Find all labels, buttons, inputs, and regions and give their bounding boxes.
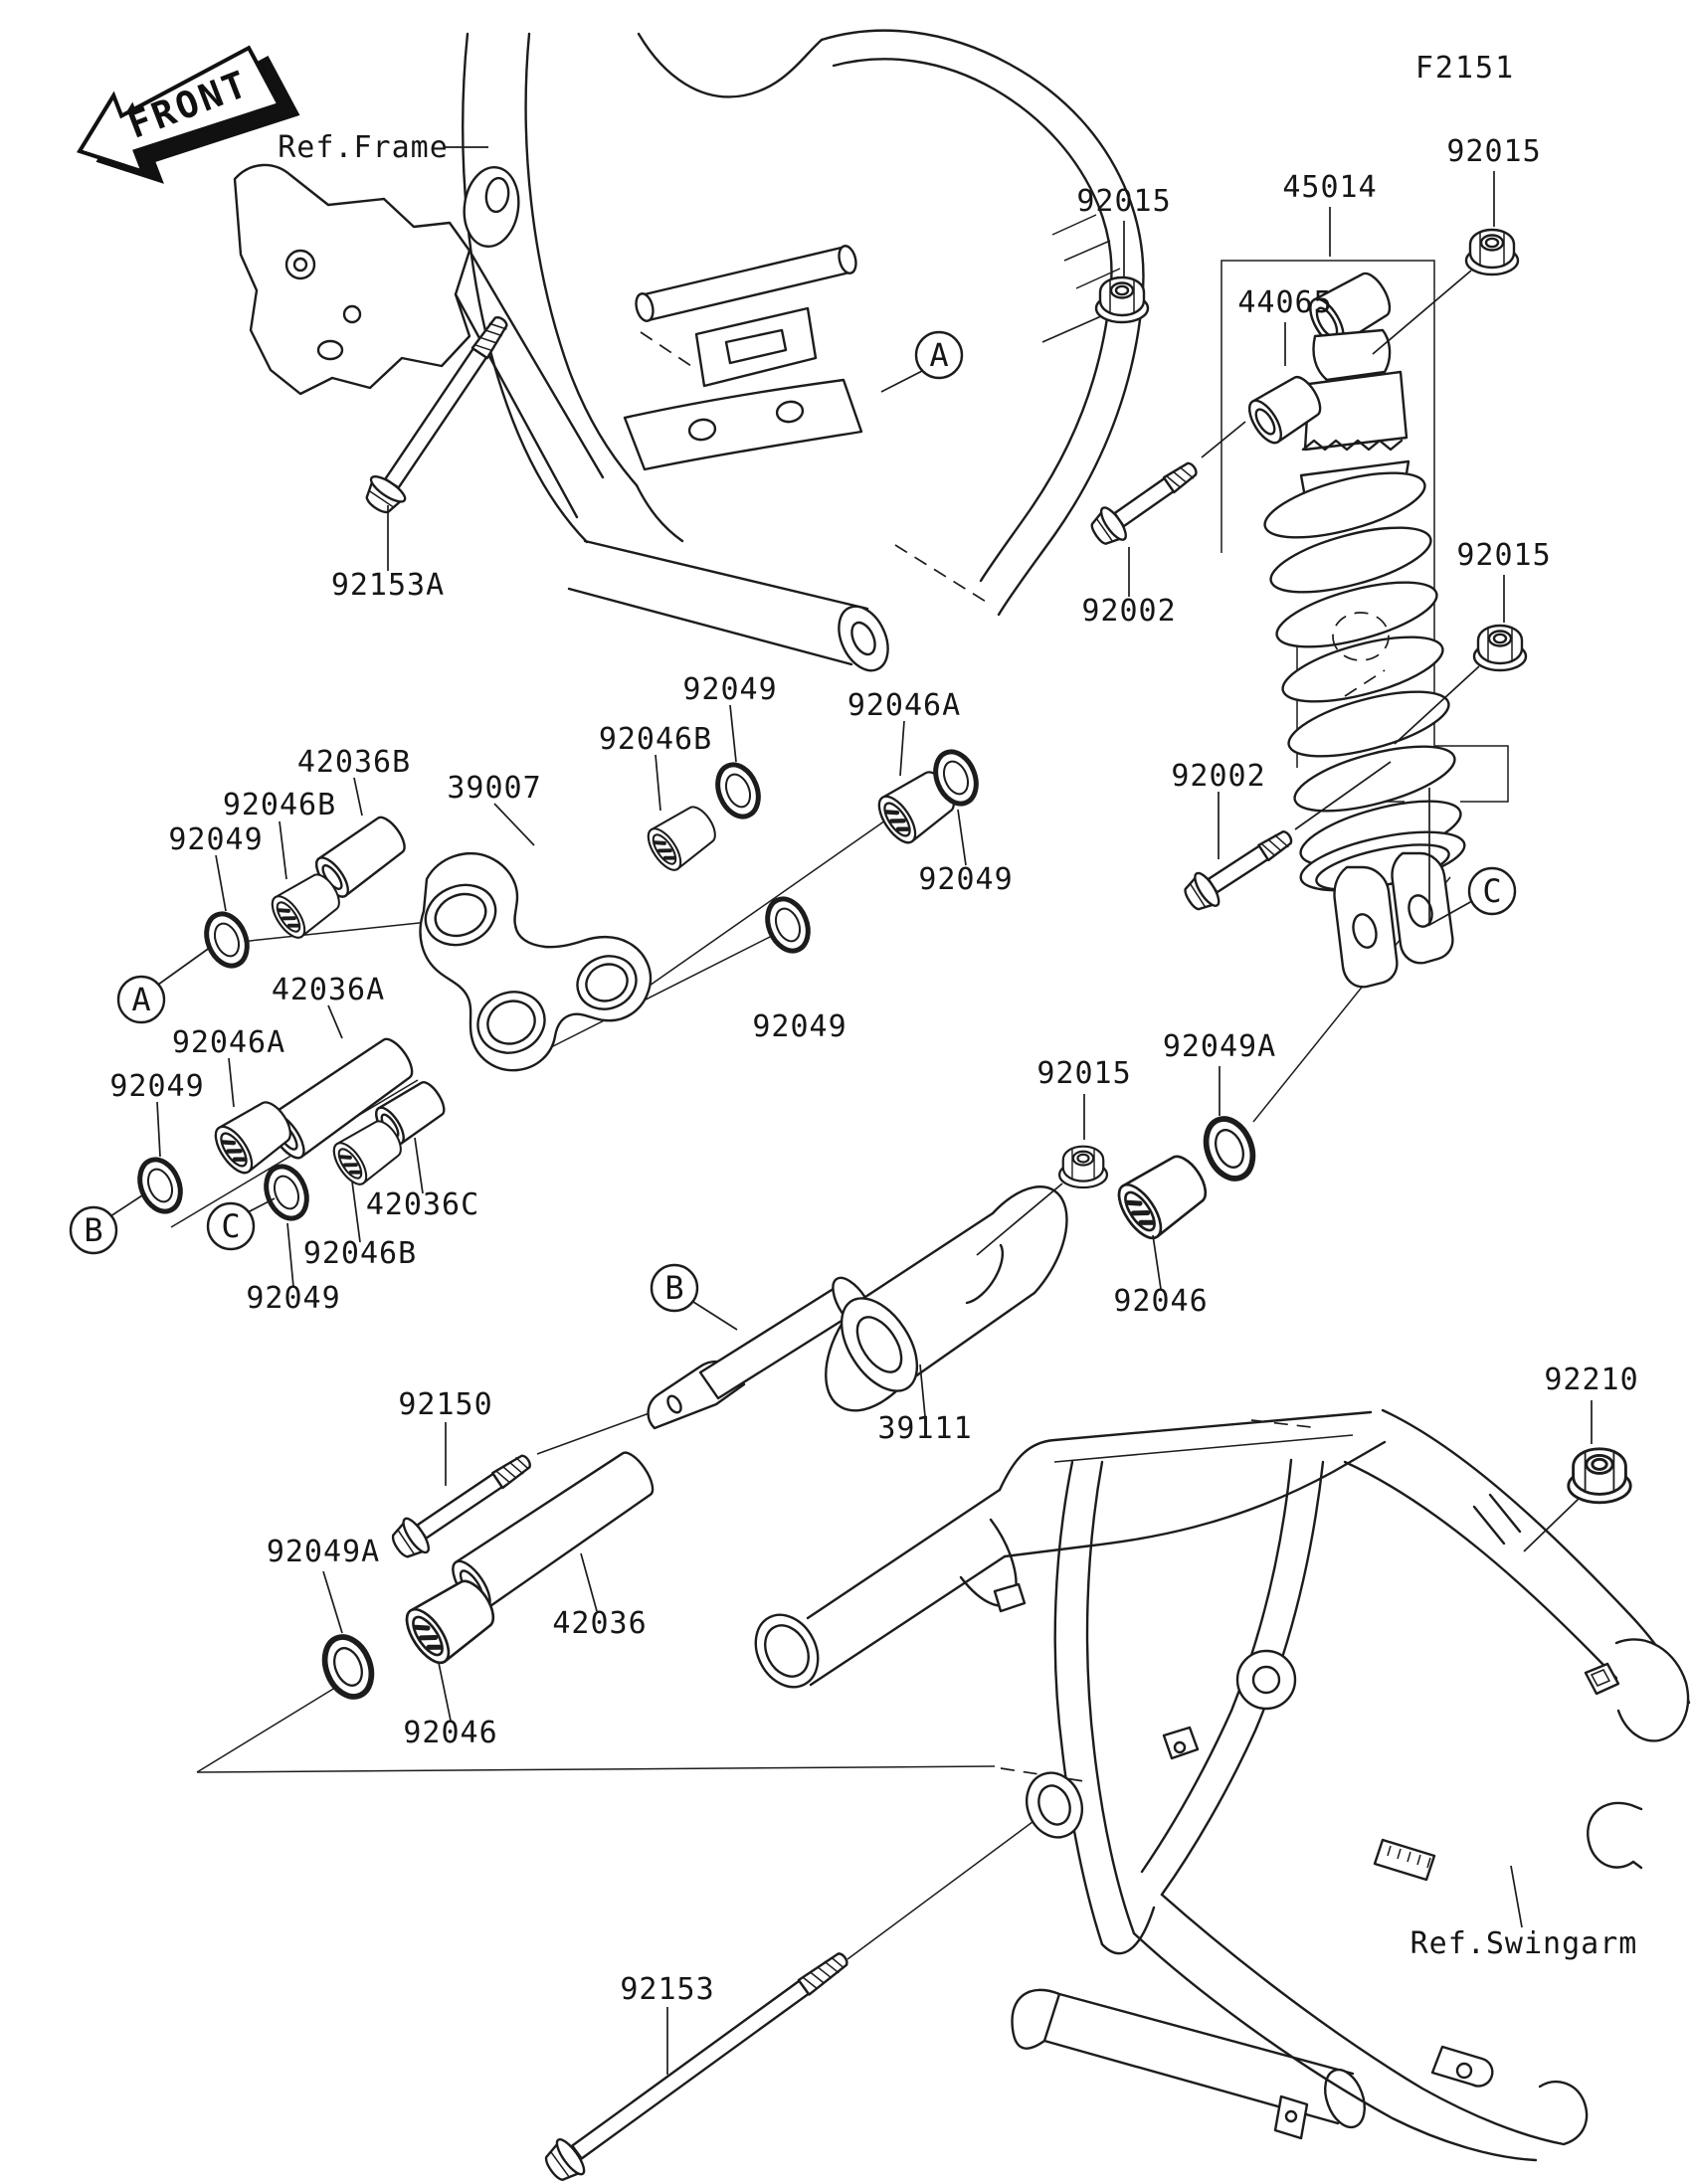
callout-b-label: B [664, 1269, 684, 1307]
callout-c [208, 1203, 254, 1249]
alignment-lines [171, 791, 1450, 1959]
front-badge-label: FRONT [121, 62, 256, 147]
nut-92015-drawing [1466, 230, 1518, 274]
ref-swingarm-label: Ref.Swingarm [1409, 1926, 1638, 1961]
axis-line [231, 920, 448, 943]
part-label-92046A: 92046A [171, 1025, 286, 1060]
callout-a-label: A [929, 336, 949, 374]
part-label-39111: 39111 [877, 1411, 973, 1446]
shock-absorber-drawing [1221, 261, 1508, 987]
pointer-line [197, 1766, 995, 1772]
part-label-92046: 92046 [1113, 1284, 1209, 1319]
part-label-92015: 92015 [1456, 538, 1552, 573]
part-label-45014: 45014 [1282, 170, 1378, 205]
seal-92049-drawing [710, 759, 765, 822]
part-label-92049: 92049 [918, 862, 1014, 897]
part-label-92015: 92015 [1036, 1056, 1132, 1091]
part-label-92046B: 92046B [302, 1236, 418, 1271]
part-label-92049: 92049 [109, 1069, 205, 1104]
part-label-92153: 92153 [620, 1972, 715, 2007]
nut-92210-drawing [1569, 1449, 1630, 1503]
part-label-92046B: 92046B [222, 788, 337, 822]
callout-c [1469, 868, 1515, 914]
part-label-42036A: 42036A [271, 973, 386, 1007]
part-label-92049A: 92049A [266, 1535, 381, 1569]
part-label-92049: 92049 [752, 1009, 847, 1044]
figure-code: F2151 [1414, 51, 1516, 86]
shock-spring [1258, 459, 1466, 878]
part-label-42036: 42036 [552, 1606, 648, 1641]
part-label-92049: 92049 [682, 672, 778, 707]
pointer-line [197, 1683, 343, 1772]
nut-92015-drawing [1059, 1147, 1107, 1187]
seal-92049A-drawing [1198, 1112, 1261, 1185]
callout-a-label: A [131, 981, 151, 1018]
part-label-92049A: 92049A [1162, 1029, 1277, 1064]
bearing-92046-drawing [1111, 1147, 1216, 1244]
tie-rod-drawing [649, 1186, 1067, 1428]
ref-frame-label: Ref.Frame [278, 130, 449, 165]
callout-b [652, 1265, 697, 1311]
rocker-arm-drawing [417, 853, 651, 1070]
bolt-axis-line [847, 1816, 1040, 1959]
nut-92015-drawing [1474, 626, 1526, 670]
bearing-92046B-drawing [643, 800, 723, 875]
part-label-44065: 44065 [1237, 285, 1333, 320]
part-label-92015: 92015 [1076, 184, 1172, 219]
part-label-42036B: 42036B [296, 745, 412, 780]
part-label-42036C: 42036C [365, 1187, 480, 1222]
part-label-92150: 92150 [398, 1387, 493, 1422]
nut-92015-drawing [1096, 277, 1148, 322]
part-label-92049: 92049 [168, 822, 264, 857]
hardware-parts [132, 230, 1630, 2184]
part-label-92015: 92015 [1446, 134, 1542, 169]
part-label-92046: 92046 [403, 1716, 498, 1750]
callout-c-label: C [1482, 872, 1502, 910]
part-label-92046A: 92046A [846, 688, 962, 723]
part-label-92153A: 92153A [330, 568, 446, 603]
callout-b [71, 1207, 116, 1253]
bolt-92002-drawing [1085, 452, 1205, 551]
part-label-39007: 39007 [447, 771, 542, 806]
callout-b-label: B [84, 1211, 103, 1249]
seal-92049-drawing [132, 1154, 187, 1217]
callout-a [916, 332, 962, 378]
callout-c-label: C [221, 1207, 241, 1245]
part-label-92002: 92002 [1171, 759, 1266, 794]
seal-92049-drawing [199, 908, 254, 972]
part-label-92049: 92049 [246, 1281, 341, 1316]
swingarm-drawing [744, 1410, 1689, 2160]
part-label-92002: 92002 [1081, 594, 1177, 629]
callout-a [118, 977, 164, 1022]
part-label-92046B: 92046B [598, 722, 713, 757]
part-label-92210: 92210 [1544, 1363, 1639, 1397]
bolt-92002-drawing [1179, 820, 1299, 917]
